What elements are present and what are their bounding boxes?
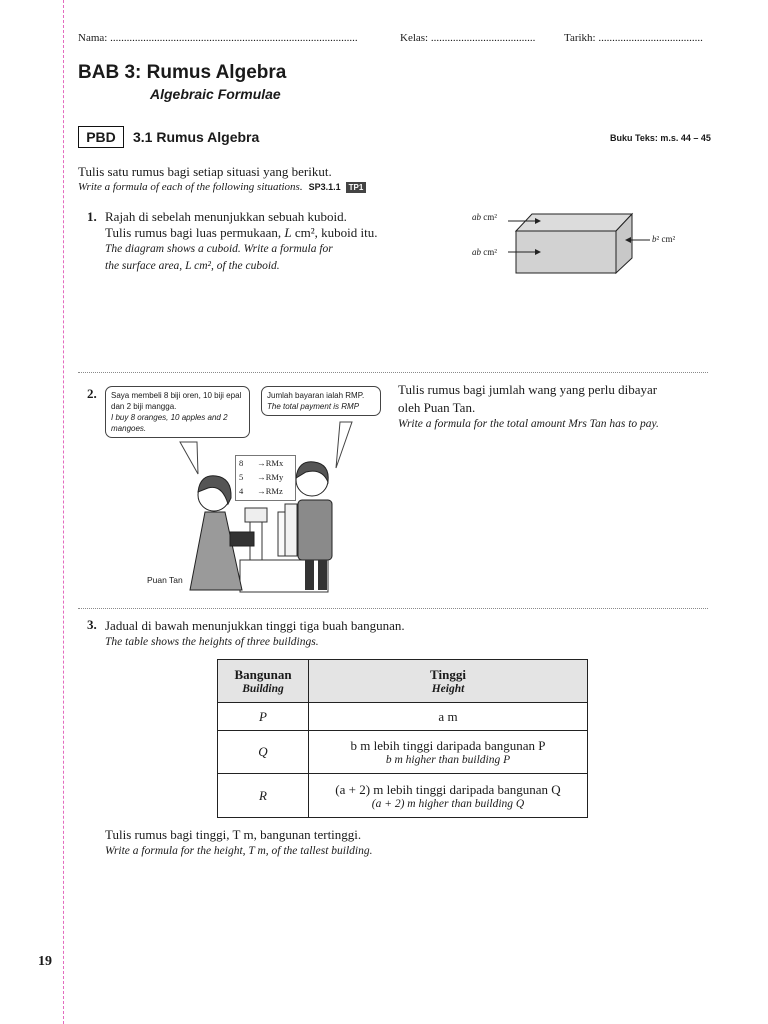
q2-malay-line1: Tulis rumus bagi jumlah wang yang perlu dibayar <box>398 382 658 397</box>
height-cell <box>309 731 588 774</box>
height-cell <box>309 774 588 818</box>
date-field: Tarikh: ...................................... <box>564 32 703 44</box>
pbd-badge: PBD <box>78 126 124 148</box>
label-front-face <box>472 247 497 257</box>
q2-malay-line2: oleh Puan Tan. <box>398 400 476 415</box>
building-cell: Q <box>218 731 309 774</box>
price-qty: 8 <box>239 458 244 468</box>
left-bubble-tail <box>180 442 198 474</box>
question-3-number: 3. <box>87 617 97 632</box>
man-leg-left <box>305 560 314 590</box>
man-leg-right <box>318 560 327 590</box>
price-value: →RMy <box>257 472 284 482</box>
height-malay: (a + 2) m lebih tinggi daripada bangunan Q <box>335 781 561 797</box>
height-cell <box>309 703 588 731</box>
label-top-unit: cm² <box>481 212 497 222</box>
speech-bubble-cashier <box>261 386 381 416</box>
standard-code: SP3.1.1 <box>308 182 341 192</box>
puan-tan-label: Puan Tan <box>147 575 183 585</box>
cash-register <box>245 508 267 522</box>
price-row <box>239 484 295 498</box>
header-building-english: Building <box>242 683 284 695</box>
header-height <box>309 660 588 703</box>
label-front-unit: cm² <box>481 247 497 257</box>
bubble-woman-english: I buy 8 oranges, 10 apples and 2 mangoes. <box>111 413 228 433</box>
question-2-text <box>398 380 708 433</box>
q1-malay-line2 <box>105 225 377 241</box>
height-malay: a m <box>438 708 458 724</box>
price-value: →RMx <box>257 458 284 468</box>
buildings-table <box>217 659 588 818</box>
height-malay: b m lebih tinggi daripada bangunan P <box>350 738 546 753</box>
table-row <box>218 703 588 731</box>
page-number: 19 <box>38 954 52 969</box>
q1-ms-var: L <box>284 225 292 240</box>
question-3-follow <box>105 826 372 860</box>
q3-follow-english: Write a formula for the height, T m, of the tallest building. <box>105 845 373 857</box>
chapter-title: BAB 3: Rumus Algebra <box>78 62 287 83</box>
q2-english: Write a formula for the total amount Mrs Tan has to pay. <box>398 418 659 430</box>
bubble-cashier-english: The total payment is RMP <box>267 402 360 411</box>
chapter-subtitle: Algebraic Formulae <box>150 86 281 102</box>
question-2-number: 2. <box>87 386 97 401</box>
separator-1 <box>78 372 708 373</box>
label-side-var: b <box>652 234 657 244</box>
class-field: Kelas: ...................................... <box>400 32 536 44</box>
q3-english: The table shows the heights of three buildings. <box>105 636 319 648</box>
building-cell: P <box>218 703 309 731</box>
instruction-english-text: Write a formula of each of the following situations. <box>78 181 303 193</box>
price-row <box>239 470 295 484</box>
q1-malay-line1: Rajah di sebelah menunjukkan sebuah kuboid. <box>105 209 347 224</box>
question-3-text <box>105 617 405 651</box>
label-front-var: ab <box>472 247 481 257</box>
table-header-row <box>218 660 588 703</box>
label-side-face <box>652 234 675 244</box>
question-1-number: 1. <box>87 209 97 224</box>
tp-level-badge: TP1 <box>346 182 367 193</box>
right-bubble-tail <box>336 422 352 468</box>
label-top-face <box>472 212 497 222</box>
page-margin-line <box>63 0 64 1024</box>
man-shirt <box>298 500 332 560</box>
table-row <box>218 731 588 774</box>
header-height-english: Height <box>431 683 465 695</box>
q1-en-var: L <box>185 260 192 272</box>
table-row <box>218 774 588 818</box>
cuboid-top-face <box>516 214 632 231</box>
header-height-malay: Tinggi <box>430 667 466 682</box>
q1-english-line1: The diagram shows a cuboid. Write a formula for <box>105 243 333 255</box>
speech-bubble-woman <box>105 386 250 438</box>
height-english: b m higher than building P <box>385 754 511 766</box>
bubble-cashier-malay: Jumlah bayaran ialah RMP. <box>267 391 365 400</box>
header-building <box>218 660 309 703</box>
woman-dress <box>190 512 242 590</box>
q1-ms-post: cm², kuboid itu. <box>291 225 378 240</box>
q1-en-post: cm², of the cuboid. <box>191 260 280 272</box>
building-cell: R <box>218 774 309 818</box>
textbook-reference: Buku Teks: m.s. 44 – 45 <box>610 133 711 143</box>
bubble-woman-malay: Saya membeli 8 biji oren, 10 biji epal dan 2 biji mangga. <box>111 391 242 411</box>
shopping-bag-inner <box>285 504 297 556</box>
cuboid-diagram <box>470 205 690 285</box>
q1-ms-pre: Tulis rumus bagi luas permukaan, <box>105 225 285 240</box>
header-building-malay: Bangunan <box>234 667 292 682</box>
price-value: →RMz <box>257 486 283 496</box>
height-english: (a + 2) m higher than building Q <box>371 797 525 810</box>
q1-english-line2 <box>105 258 377 275</box>
shop-counter <box>240 560 328 592</box>
price-qty: 4 <box>239 486 244 496</box>
q1-en-pre: the surface area, <box>105 260 186 272</box>
instruction-english <box>78 181 366 193</box>
price-list <box>235 455 296 501</box>
question-1-text <box>105 209 377 275</box>
name-field: Nama: .......................................................................................... <box>78 32 358 44</box>
label-top-var: ab <box>472 212 481 222</box>
price-qty: 5 <box>239 472 244 482</box>
woman-purse <box>230 532 254 546</box>
label-side-unit: ² cm² <box>656 234 676 244</box>
q3-follow-malay: Tulis rumus bagi tinggi, T m, bangunan tertinggi. <box>105 827 362 842</box>
q3-malay: Jadual di bawah menunjukkan tinggi tiga buah bangunan. <box>105 618 405 633</box>
separator-2 <box>78 608 708 609</box>
price-row <box>239 456 295 470</box>
section-title: 3.1 Rumus Algebra <box>133 129 260 145</box>
instruction-malay: Tulis satu rumus bagi setiap situasi yang berikut. <box>78 164 332 179</box>
